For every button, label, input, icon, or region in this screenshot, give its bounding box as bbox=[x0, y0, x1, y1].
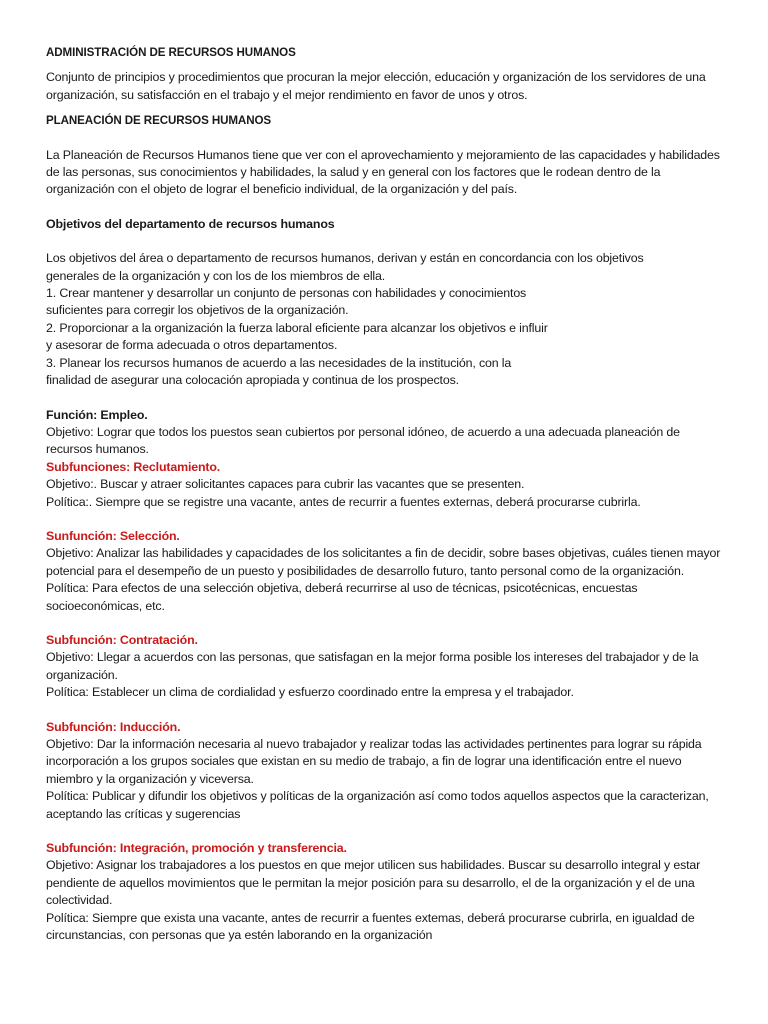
subfuncion-induccion-label: Subfunción: Inducción. bbox=[46, 719, 181, 734]
subfuncion-contratacion-objetivo: Objetivo: Llegar a acuerdos con las personas, que satisfagan en la mejor forma posible los intereses del trabajador y de la organización. bbox=[46, 650, 699, 682]
objetivos-line: finalidad de asegurar una colocación apropiada y continua de los prospectos. bbox=[46, 373, 459, 388]
heading-planeacion: PLANEACIÓN DE RECURSOS HUMANOS bbox=[46, 114, 272, 128]
objetivos-list bbox=[46, 250, 726, 389]
subfuncion-contratacion-politica: Política: Establecer un clima de cordialidad y esfuerzo coordinado entre la empresa y el trabajador. bbox=[46, 685, 574, 700]
heading-administracion: ADMINISTRACIÓN DE RECURSOS HUMANOS bbox=[46, 46, 296, 59]
subfuncion-contratacion-label: Subfunción: Contratación. bbox=[46, 632, 198, 647]
objetivos-line: 1. Crear mantener y desarrollar un conjunto de personas con habilidades y conocimientos bbox=[46, 286, 527, 301]
subfuncion-induccion-objetivo: Objetivo: Dar la información necesaria al nuevo trabajador y realizar todas las actividades pertinentes para lograr su rápida incorporación a los grupos sociales que existan en su medio de trabajo, a fin de lograr una identificación entre el nuevo miembro y la organización y viceversa. bbox=[46, 737, 702, 786]
subfuncion-seleccion-politica: Política: Para efectos de una selección objetiva, deberá recurrirse al uso de técnicas, psicotécnicas, encuestas socioeconómicas, etc. bbox=[46, 581, 638, 613]
paragraph-admin-definition: Conjunto de principios y procedimientos que procuran la mejor elección, educación y organización de los servidores de una organización, su satisfacción en el trabajo y el mejor rendimiento en favor de unos y otros. bbox=[46, 70, 706, 102]
objetivos-line: 3. Planear los recursos humanos de acuerdo a las necesidades de la institución, con la bbox=[46, 355, 512, 370]
subfuncion-integracion-label: Subfunción: Integración, promoción y transferencia. bbox=[46, 841, 347, 856]
paragraph-plan-definition: La Planeación de Recursos Humanos tiene que ver con el aprovechamiento y mejoramiento de las capacidades y habilidades de las personas, sus conocimientos y habilidades, la salud y en general con los factores que le rodean dentro de la organización con el objeto de lograr el beneficio individual, de la organización y del país. bbox=[46, 147, 720, 197]
subfuncion-reclutamiento-label: Subfunciones: Reclutamiento. bbox=[46, 459, 221, 474]
document-page bbox=[46, 44, 726, 944]
heading-objetivos: Objetivos del departamento de recursos humanos bbox=[46, 216, 335, 231]
objetivos-line: Los objetivos del área o departamento de recursos humanos, derivan y están en concordancia con los objetivos bbox=[46, 251, 644, 266]
subfuncion-induccion-politica: Política: Publicar y difundir los objetivos y políticas de la organización así como todos aquellos aspectos que la caracterizan, aceptando las críticas y sugerencias bbox=[46, 789, 709, 821]
funcion-empleo-label: Función: Empleo. bbox=[46, 407, 148, 422]
objetivos-line: y asesorar de forma adecuada o otros departamentos. bbox=[46, 338, 338, 353]
funcion-empleo-objetivo: Objetivo: Lograr que todos los puestos sean cubiertos por personal idóneo, de acuerdo a una adecuada planeación de recursos humanos. bbox=[46, 424, 680, 457]
subfuncion-seleccion-objetivo: Objetivo: Analizar las habilidades y capacidades de los solicitantes a fin de decidir, sobre bases objetivas, cuáles tienen mayor potencial para el desempeño de un puesto y posibilidades de desarrollo futuro, tanto personal como de la organización. bbox=[46, 546, 721, 578]
subfuncion-reclutamiento-politica: Política:. Siempre que se registre una vacante, antes de recurrir a fuentes externas, deberá procurarse cubrirla. bbox=[46, 494, 641, 509]
objetivos-line: suficientes para corregir los objetivos de la organización. bbox=[46, 303, 349, 318]
subfuncion-seleccion-label: Sunfunción: Selección. bbox=[46, 528, 180, 543]
objetivos-line: 2. Proporcionar a la organización la fuerza laboral eficiente para alcanzar los objetivos e influir bbox=[46, 320, 548, 335]
subfuncion-integracion-politica: Política: Siempre que exista una vacante, antes de recurrir a fuentes extemas, deberá procurarse cubrirla, en igualdad de circunstancias, con personas que ya estén laborando en la organización bbox=[46, 910, 695, 943]
subfuncion-integracion-objetivo: Objetivo: Asignar los trabajadores a los puestos en que mejor utilicen sus habilidades. Buscar su desarrollo integral y estar pendiente de aquellos movimientos que le permitan la mejor posición para su desarrollo, el de la organización y el de una colectividad. bbox=[46, 858, 701, 908]
subfuncion-reclutamiento-objetivo: Objetivo:. Buscar y atraer solicitantes capaces para cubrir las vacantes que se presenten. bbox=[46, 477, 525, 492]
objetivos-line: generales de la organización y con los de los miembros de ella. bbox=[46, 268, 386, 283]
